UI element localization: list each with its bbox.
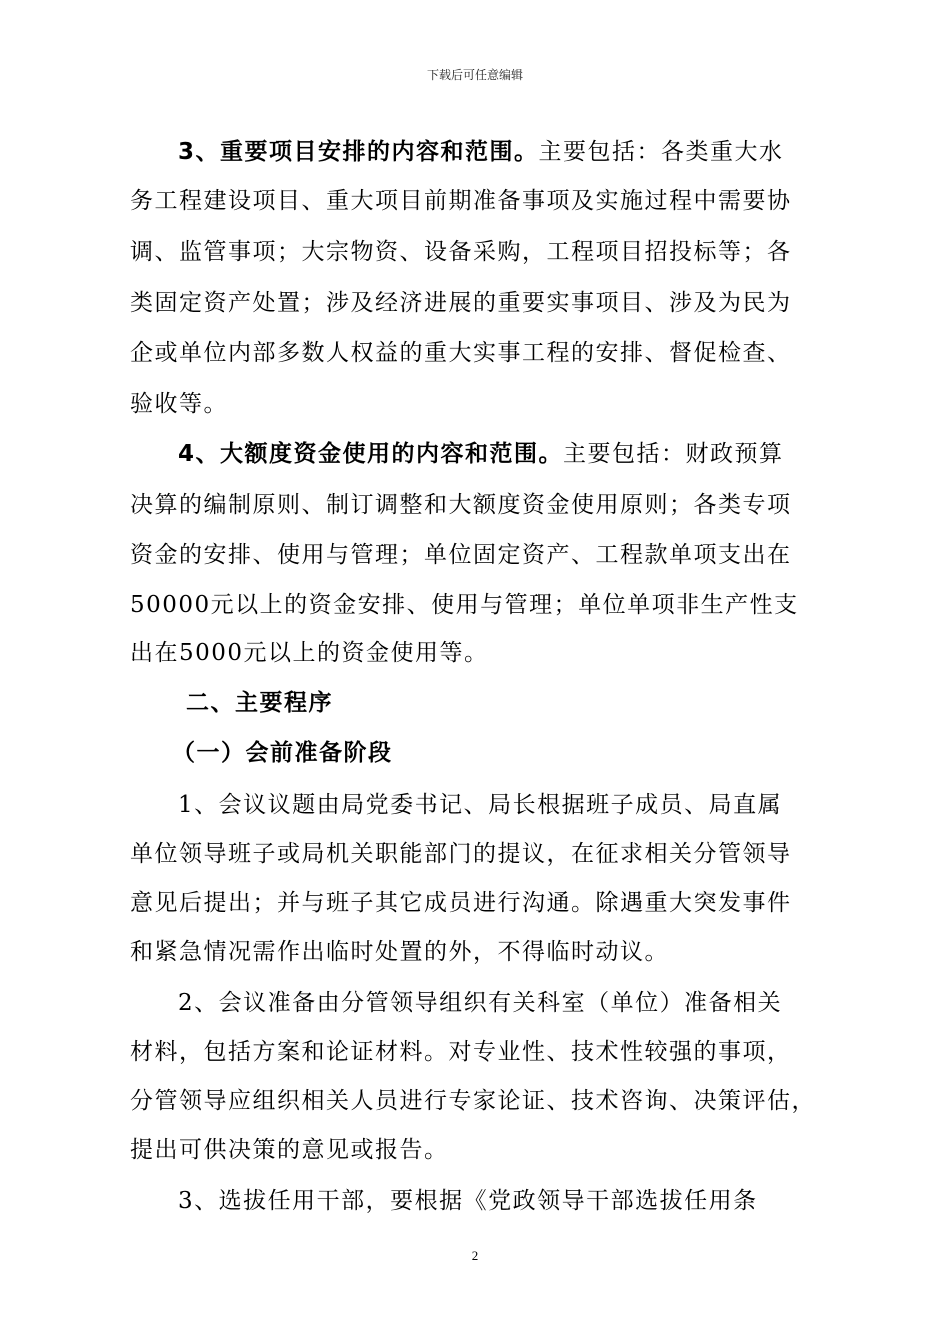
- para4-line5: 出在5000元以上的资金使用等。: [130, 640, 489, 666]
- item1-line1: 1、会议议题由局党委书记、局长根据班子成员、局直属: [178, 792, 783, 818]
- item2-line3: 分管领导应组织相关人员进行专家论证、技术咨询、决策评估，: [130, 1088, 816, 1114]
- item2-line2: 材料，包括方案和论证材料。对专业性、技术性较强的事项，: [130, 1039, 792, 1065]
- page-header: 下载后可任意编辑: [426, 68, 523, 82]
- para4-text: 主要包括：财政预算: [563, 441, 784, 467]
- item1-line2: 单位领导班子或局机关职能部门的提议，在征求相关分管领导: [130, 841, 792, 867]
- para4-line4: 50000元以上的资金安排、使用与管理；单位单项非生产性支: [130, 592, 799, 618]
- para3-text: 主要包括：各类重大水: [538, 139, 784, 165]
- para3-line3: 调、监管事项；大宗物资、设备采购，工程项目招投标等；各: [130, 239, 792, 265]
- para3-line6: 验收等。: [130, 391, 228, 417]
- page-number: 2: [471, 1248, 479, 1263]
- para3-heading: 3、重要项目安排的内容和范围。: [178, 139, 539, 165]
- subsection-title: （一）会前准备阶段: [172, 740, 393, 766]
- item1-line3: 意见后提出；并与班子其它成员进行沟通。除遇重大突发事件: [130, 890, 792, 916]
- para3-line1: [178, 133, 784, 166]
- para4-line2: 决算的编制原则、制订调整和大额度资金使用原则；各类专项: [130, 492, 792, 518]
- para4-line1: [178, 435, 784, 468]
- item3-line1: 3、选拔任用干部，要根据《党政领导干部选拔任用条: [178, 1188, 758, 1214]
- item1-line4: 和紧急情况需作出临时处置的外，不得临时动议。: [130, 939, 669, 965]
- para4-line3: 资金的安排、使用与管理；单位固定资产、工程款单项支出在: [130, 542, 792, 568]
- para3-line2: 务工程建设项目、重大项目前期准备事项及实施过程中需要协: [130, 188, 792, 214]
- para3-line5: 企或单位内部多数人权益的重大实事工程的安排、督促检查、: [130, 340, 792, 366]
- para4-heading: 4、大额度资金使用的内容和范围。: [178, 441, 564, 467]
- para3-line4: 类固定资产处置；涉及经济进展的重要实事项目、涉及为民为: [130, 290, 792, 316]
- item2-line4: 提出可供决策的意见或报告。: [130, 1137, 449, 1163]
- item2-line1: 2、会议准备由分管领导组织有关科室（单位）准备相关: [178, 990, 783, 1016]
- section-title: 二、主要程序: [186, 690, 333, 716]
